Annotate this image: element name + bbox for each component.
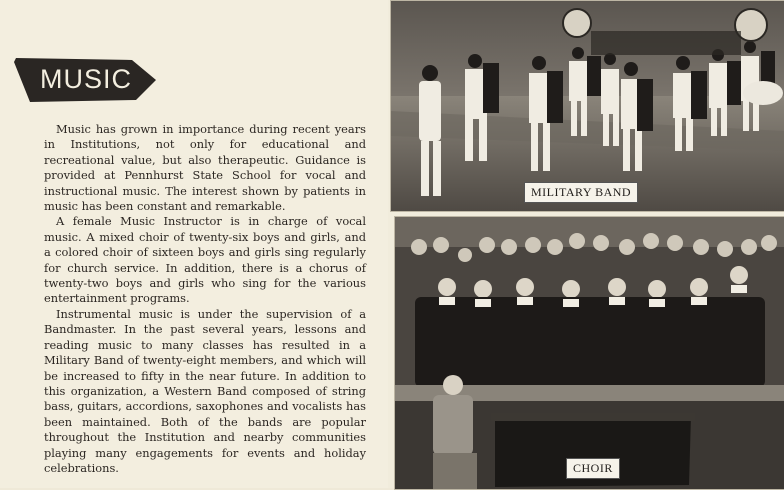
paragraph: Music has grown in importance during recent years in Institutions, not only for educational and recreational value, but also therapeutic. Guidance is provided at Pennhurst State School for vocal and instructional music. The interest shown by patients in music has been constant and remarkable. <box>44 122 366 214</box>
body-text <box>44 122 366 476</box>
choir-caption: CHOIR <box>566 458 620 479</box>
paragraph: A female Music Instructor is in charge of vocal music. A mixed choir of twenty-six boys and girls, and a colored choir of sixteen boys and girls sing regularly for church service. In addition, there is a chorus of twenty-two boys and girls who sing for the various entertainment programs. <box>44 214 366 306</box>
choir-photo <box>394 216 784 490</box>
military-band-caption: MILITARY BAND <box>524 182 638 203</box>
section-banner <box>14 56 158 102</box>
military-band-photo <box>390 0 784 212</box>
paragraph: Instrumental music is under the supervision of a Bandmaster. In the past several years, lessons and reading music to many classes has resulted in a Military Band of twenty-eight members, and which will be increased to fifty in the near future. In addition to this organization, a Western Band composed of string bass, guitars, accordions, saxophones and vocalists has been maintained. Both of the bands are popular throughout the Institution and nearby communities playing many engagements for events and holiday celebrations. <box>44 306 366 475</box>
section-title: MUSIC <box>40 64 132 94</box>
text-column <box>0 0 388 488</box>
